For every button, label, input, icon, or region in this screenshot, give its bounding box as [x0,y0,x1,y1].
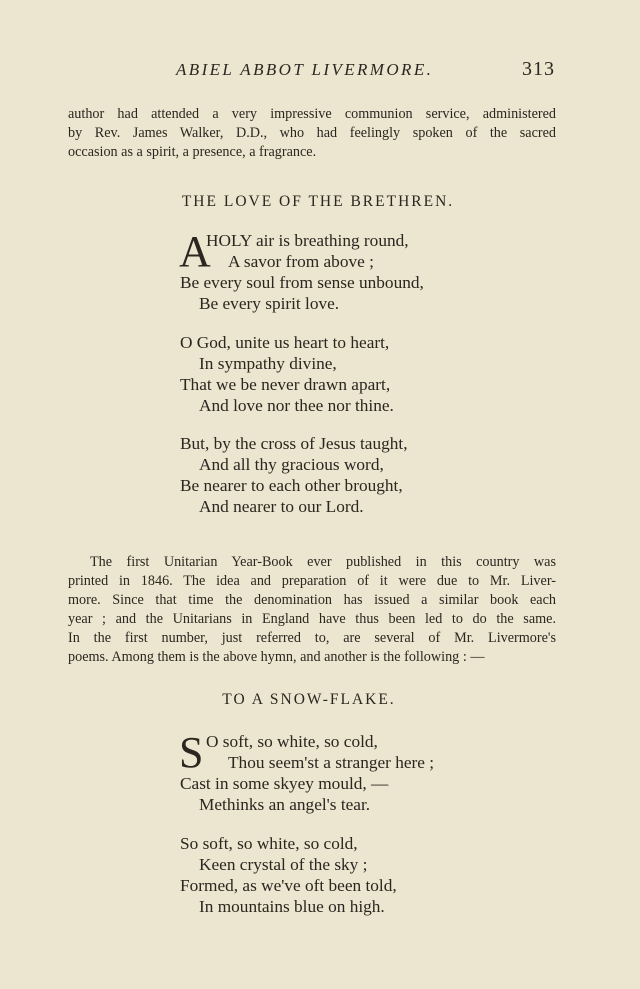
page-header [0,60,640,88]
poem-line: Formed, as we've oft been told, [180,876,397,895]
stanza [180,833,560,917]
poem-line-text: O soft, so white, so cold, [206,732,378,751]
poem-line: That we be never drawn apart, [180,375,391,394]
poem-line: Cast in some skyey mould, — [180,774,389,793]
stanza [179,227,560,314]
text-line: occasion as a spirit, a presence, a fragrance. [68,144,317,160]
poem-line: Thou seem'st a stranger here ; [228,753,435,772]
intro-paragraph [68,105,556,162]
poem-line: Keen crystal of the sky ; [199,855,368,874]
drop-cap: A [179,227,211,276]
poem-line: Be nearer to each other brought, [180,476,403,495]
stanza [180,332,560,416]
text-line: author had attended a very impressive communion service, administered [68,106,556,122]
poem-line: Be every spirit love. [199,294,340,313]
running-title: ABIEL ABBOT LIVERMORE. [176,60,434,79]
poem-love-of-the-brethren [179,227,560,517]
poem-title: TO A SNOW-FLAKE. [222,691,396,708]
text-line: The first Unitarian Year-Book ever published in this country was [90,554,556,570]
poem-line: Be every soul from sense unbound, [180,273,424,292]
poem-line: A savor from above ; [228,252,374,271]
poem-title: THE LOVE OF THE BRETHREN. [181,193,455,210]
text-line: more. Since that time the denomination has issued a similar book each [68,592,556,608]
text-line: poems. Among them is the above hymn, and another is the following : — [68,649,485,665]
poem-line: In mountains blue on high. [199,897,385,916]
poem-line-text: HOLY air is breathing round, [206,231,409,250]
text-line: by Rev. James Walker, D.D., who had feelingly spoken of the sacred [68,125,556,141]
stanza [180,433,560,517]
middle-paragraph [68,553,556,667]
poem-line: And love nor thee nor thine. [199,396,394,415]
text-line: printed in 1846. The idea and preparation of it were due to Mr. Liver- [68,573,556,589]
text-line: In the first number, just referred to, are several of Mr. Livermore's [68,630,556,646]
poem-line: And nearer to our Lord. [199,497,364,516]
poem-line: But, by the cross of Jesus taught, [180,434,408,453]
poem-line: O God, unite us heart to heart, [180,333,390,352]
poem-line: In sympathy divine, [199,354,337,373]
stanza [179,728,560,815]
page-number: 313 [522,58,555,80]
drop-cap: S [179,728,204,777]
poem-line: And all thy gracious word, [199,455,384,474]
poem-line: Methinks an angel's tear. [199,795,371,814]
poem-line: So soft, so white, so cold, [180,834,358,853]
text-line: year ; and the Unitarians in England have thus been led to do the same. [68,611,556,627]
poem-to-a-snow-flake [179,728,560,917]
